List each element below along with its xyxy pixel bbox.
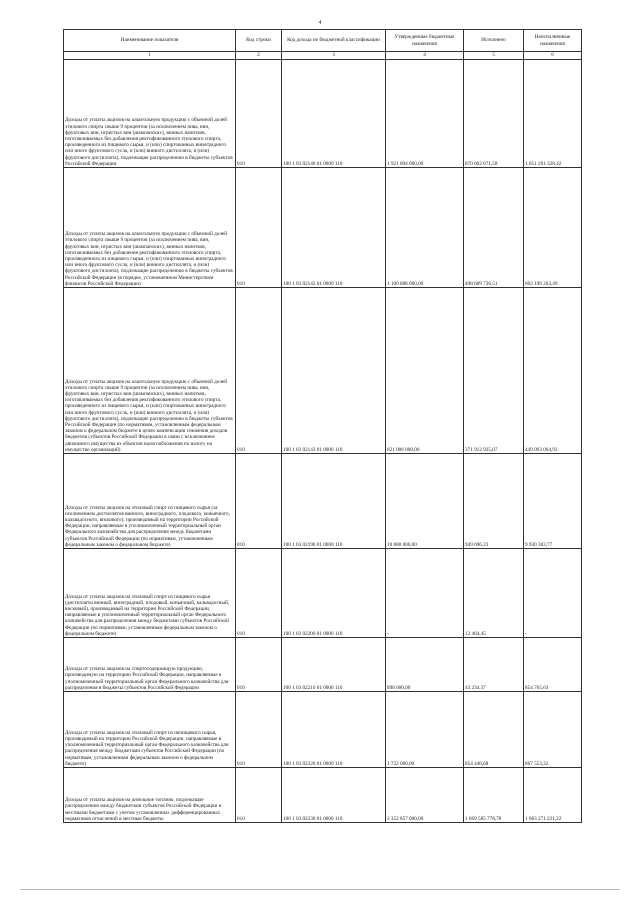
executed-amount: 949 696,23 xyxy=(464,454,524,549)
column-number-2: 2 xyxy=(236,52,282,60)
column-header-line-code: Код строки xyxy=(236,30,282,52)
column-header-name: Наименование показателя xyxy=(64,30,236,52)
approved-amount: 3 352 857 000,00 xyxy=(386,768,464,823)
executed-amount: 1 669 585 778,78 xyxy=(464,768,524,823)
table-row xyxy=(64,168,582,288)
executed-amount: 854 446,68 xyxy=(464,692,524,768)
column-number-5: 5 xyxy=(464,52,524,60)
unexecuted-amount: 867 553,32 xyxy=(524,692,582,768)
approved-amount: 898 000,00 xyxy=(386,638,464,692)
line-code: 010 xyxy=(236,638,282,692)
budget-code: 100 1 03 02190 01 0000 110 xyxy=(282,454,386,549)
indicator-name: Доходы от уплаты акцизов на алкогольную продукцию с объемной долей этилового спирта свыше 9 процентов (за исключением пива, вин, фруктовых вин, игристых вин (шампанских), винных напитков, изготавливаемых без добавления ректификованного этилового спирта, произведенного из пищевого сырья, и (или) спиртованных виноградного или иного фруктового сусла, и (или) винного дистиллята, и (или) фруктового дистиллята), подлежащие распределению в бюджеты субъектов Российской Федерации xyxy=(64,60,236,168)
budget-code: 100 1 03 02230 01 0000 110 xyxy=(282,768,386,823)
page-number: 4 xyxy=(318,20,322,26)
line-code: 010 xyxy=(236,454,282,549)
budget-code: 100 1 03 02210 01 0000 110 xyxy=(282,638,386,692)
executed-amount: 870 602 671,58 xyxy=(464,60,524,168)
column-number-1: 1 xyxy=(64,52,236,60)
page-bottom-divider xyxy=(20,889,620,890)
line-code: 010 xyxy=(236,768,282,823)
budget-code: 100 1 03 02143 01 0000 110 xyxy=(282,288,386,454)
budget-code: 100 1 03 02220 01 0000 110 xyxy=(282,692,386,768)
table-row xyxy=(64,60,582,168)
approved-amount: 1 100 888 000,00 xyxy=(386,168,464,288)
approved-amount: 1 722 000,00 xyxy=(386,692,464,768)
approved-amount: 10 880 000,00 xyxy=(386,454,464,549)
approved-amount: 1 921 894 000,00 xyxy=(386,60,464,168)
unexecuted-amount: 9 930 303,77 xyxy=(524,454,582,549)
column-number-row xyxy=(64,52,582,60)
column-number-6: 6 xyxy=(524,52,582,60)
unexecuted-amount: 602 198 263,49 xyxy=(524,168,582,288)
budget-code: 100 1 03 02142 01 0000 110 xyxy=(282,168,386,288)
table-row xyxy=(64,454,582,549)
indicator-name: Доходы от уплаты акцизов на этиловый спирт из пищевого сырья (дистилляты винный, виноградный, плодовый, коньячный, кальвадосный, висковый), производимый на территории Российской Федерации, направляемые в уполномоченный территориальный орган Федерального казначейства для распределения между бюджетами субъектов Российской Федерации (по нормативам, установленным федеральным законом о федеральном бюджете) xyxy=(64,549,236,638)
column-number-4: 4 xyxy=(386,52,464,60)
table-row xyxy=(64,692,582,768)
indicator-name: Доходы от уплаты акцизов на алкогольную продукцию с объемной долей этилового спирта свыше 9 процентов (за исключением пива, вин, фруктовых вин, игристых вин (шампанских), винных напитков, изготавливаемых без добавления ректификованного этилового спирта, произведенного из пищевого сырья, и (или) спиртованных виноградного или иного фруктового сусла, и (или) винного дистиллята, и (или) фруктового дистиллята), подлежащие распределению в бюджеты субъектов Российской Федерации (по нормативам, установленным федеральным законом о федеральном бюджете в целях компенсации снижения доходов бюджетов субъектов Российской Федерации в связи с исключением движимого имущества из объектов налогообложения по налогу на имущество организаций) xyxy=(64,288,236,454)
line-code: 010 xyxy=(236,60,282,168)
indicator-name: Доходы от уплаты акцизов на алкогольную продукцию с объемной долей этилового спирта свыше 9 процентов (за исключением пива, вин, фруктовых вин, игристых вин (шампанских), винных напитков, изготавливаемых без добавления ректификованного этилового спирта, произведенного из пищевого сырья, и (или) спиртованных виноградного или иного фруктового сусла, и (или) винного дистиллята, и (или) фруктового дистиллята), подлежащие распределению в бюджеты субъектов Российской Федерации (в порядке, установленном Министерством финансов Российской Федерации) xyxy=(64,168,236,288)
unexecuted-amount: 449 093 064,93 xyxy=(524,288,582,454)
approved-amount: - xyxy=(386,549,464,638)
table-row xyxy=(64,549,582,638)
indicator-name: Доходы от уплаты акцизов на спиртосодержащую продукцию, производимую на территории Российской Федерации, направляемые в уполномоченный территориальный орган Федерального казначейства для распределения в бюджеты субъектов Российской Федерации xyxy=(64,638,236,692)
executed-amount: 371 912 935,07 xyxy=(464,288,524,454)
table-row xyxy=(64,768,582,823)
income-report-table xyxy=(63,29,582,823)
table-row xyxy=(64,288,582,454)
header-row xyxy=(64,30,582,52)
line-code: 010 xyxy=(236,549,282,638)
executed-amount: 498 689 736,51 xyxy=(464,168,524,288)
budget-code: 100 1 03 02200 01 0000 110 xyxy=(282,549,386,638)
indicator-name: Доходы от уплаты акцизов на дизельное топливо, подлежащие распределению между бюджетами субъектов Российской Федерации и местными бюджетами с учетом установленных дифференцированных нормативов отчислений в местные бюджеты xyxy=(64,768,236,823)
budget-code: 100 1 03 02140 01 0000 110 xyxy=(282,60,386,168)
column-header-unexecuted: Неисполненные назначения xyxy=(524,30,582,52)
table-row xyxy=(64,638,582,692)
executed-amount: 12 464,45 xyxy=(464,549,524,638)
executed-amount: 43 234,37 xyxy=(464,638,524,692)
indicator-name: Доходы от уплаты акцизов на этиловый спирт из пищевого сырья (за исключением дистиллятов винного, виноградного, плодового, коньячного, кальвадосного, вискового), производимый на территории Российской Федерации, направляемые в уполномоченный территориальный орган Федерального казначейства для распределения между бюджетами субъектов Российской Федерации (по нормативам, установленным федеральным законом о федеральном бюджете) xyxy=(64,454,236,549)
column-header-budget-code: Код дохода по бюджетной классификации xyxy=(282,30,386,52)
unexecuted-amount: 854 765,63 xyxy=(524,638,582,692)
column-header-approved: Утвержденные бюджетные назначения xyxy=(386,30,464,52)
line-code: 010 xyxy=(236,692,282,768)
column-header-executed: Исполнено xyxy=(464,30,524,52)
line-code: 010 xyxy=(236,168,282,288)
column-number-3: 3 xyxy=(282,52,386,60)
unexecuted-amount: 1 051 291 328,42 xyxy=(524,60,582,168)
indicator-name: Доходы от уплаты акцизов на этиловый спирт из непищевого сырья, производимый на территории Российской Федерации, направляемые в уполномоченный территориальный орган Федерального казначейства для распределения между бюджетами субъектов Российской Федерации (по нормативам, установленным федеральным законом о федеральном бюджете) xyxy=(64,692,236,768)
line-code: 010 xyxy=(236,288,282,454)
approved-amount: 821 006 000,00 xyxy=(386,288,464,454)
unexecuted-amount: - xyxy=(524,549,582,638)
unexecuted-amount: 1 683 271 221,22 xyxy=(524,768,582,823)
